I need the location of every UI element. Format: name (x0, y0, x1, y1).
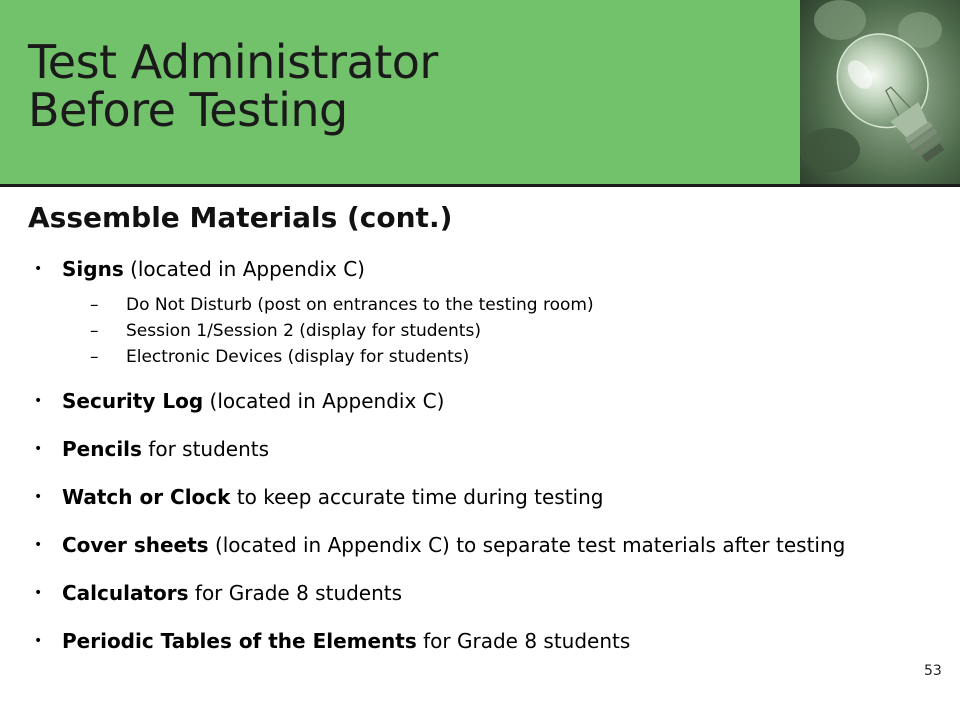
title-line-2: Before Testing (28, 83, 348, 137)
bullet-marker: • (34, 633, 43, 649)
item-text: to keep accurate time during testing (230, 485, 604, 509)
dash-marker: – (90, 321, 99, 341)
list-item-calculators (34, 580, 914, 606)
item-term: Security Log (62, 389, 204, 413)
sub-item (62, 344, 914, 370)
item-text: for Grade 8 students (416, 629, 631, 653)
item-text: for Grade 8 students (188, 581, 403, 605)
list-item-periodic-tables (34, 628, 914, 654)
signs-sublist (62, 292, 914, 370)
materials-list (34, 256, 914, 654)
item-text: (located in Appendix C) (123, 257, 365, 281)
list-item-security-log (34, 388, 914, 414)
item-term: Signs (62, 257, 124, 281)
bullet-marker: • (34, 393, 43, 409)
dash-marker: – (90, 295, 99, 315)
item-text: (located in Appendix C) (203, 389, 445, 413)
list-item-signs (34, 256, 914, 370)
slide-title (28, 35, 438, 137)
item-text: for students (141, 437, 270, 461)
bullet-marker: • (34, 585, 43, 601)
bullet-marker: • (34, 261, 43, 277)
item-term: Periodic Tables of the Elements (62, 629, 417, 653)
sub-item (62, 292, 914, 318)
sub-item-text: Session 1/Session 2 (display for students) (126, 321, 481, 341)
item-term: Pencils (62, 437, 142, 461)
bullet-marker: • (34, 441, 43, 457)
item-text: (located in Appendix C) to separate test materials after testing (208, 533, 846, 557)
item-term: Cover sheets (62, 533, 209, 557)
item-term: Calculators (62, 581, 189, 605)
sub-item-text: Electronic Devices (display for students) (126, 347, 470, 367)
section-heading: Assemble Materials (cont.) (28, 201, 453, 234)
list-item-pencils (34, 436, 914, 462)
bullet-marker: • (34, 489, 43, 505)
item-term: Watch or Clock (62, 485, 231, 509)
title-line-1: Test Administrator (28, 35, 438, 89)
title-banner (0, 0, 800, 184)
sub-item (62, 318, 914, 344)
sub-item-text: Do Not Disturb (post on entrances to the testing room) (126, 295, 594, 315)
dash-marker: – (90, 347, 99, 367)
lightbulb-photo-icon (800, 0, 960, 184)
list-item-cover-sheets (34, 532, 914, 558)
page-number: 53 (924, 663, 942, 679)
list-item-watch-or-clock (34, 484, 914, 510)
bullet-marker: • (34, 537, 43, 553)
header-divider (0, 184, 960, 187)
